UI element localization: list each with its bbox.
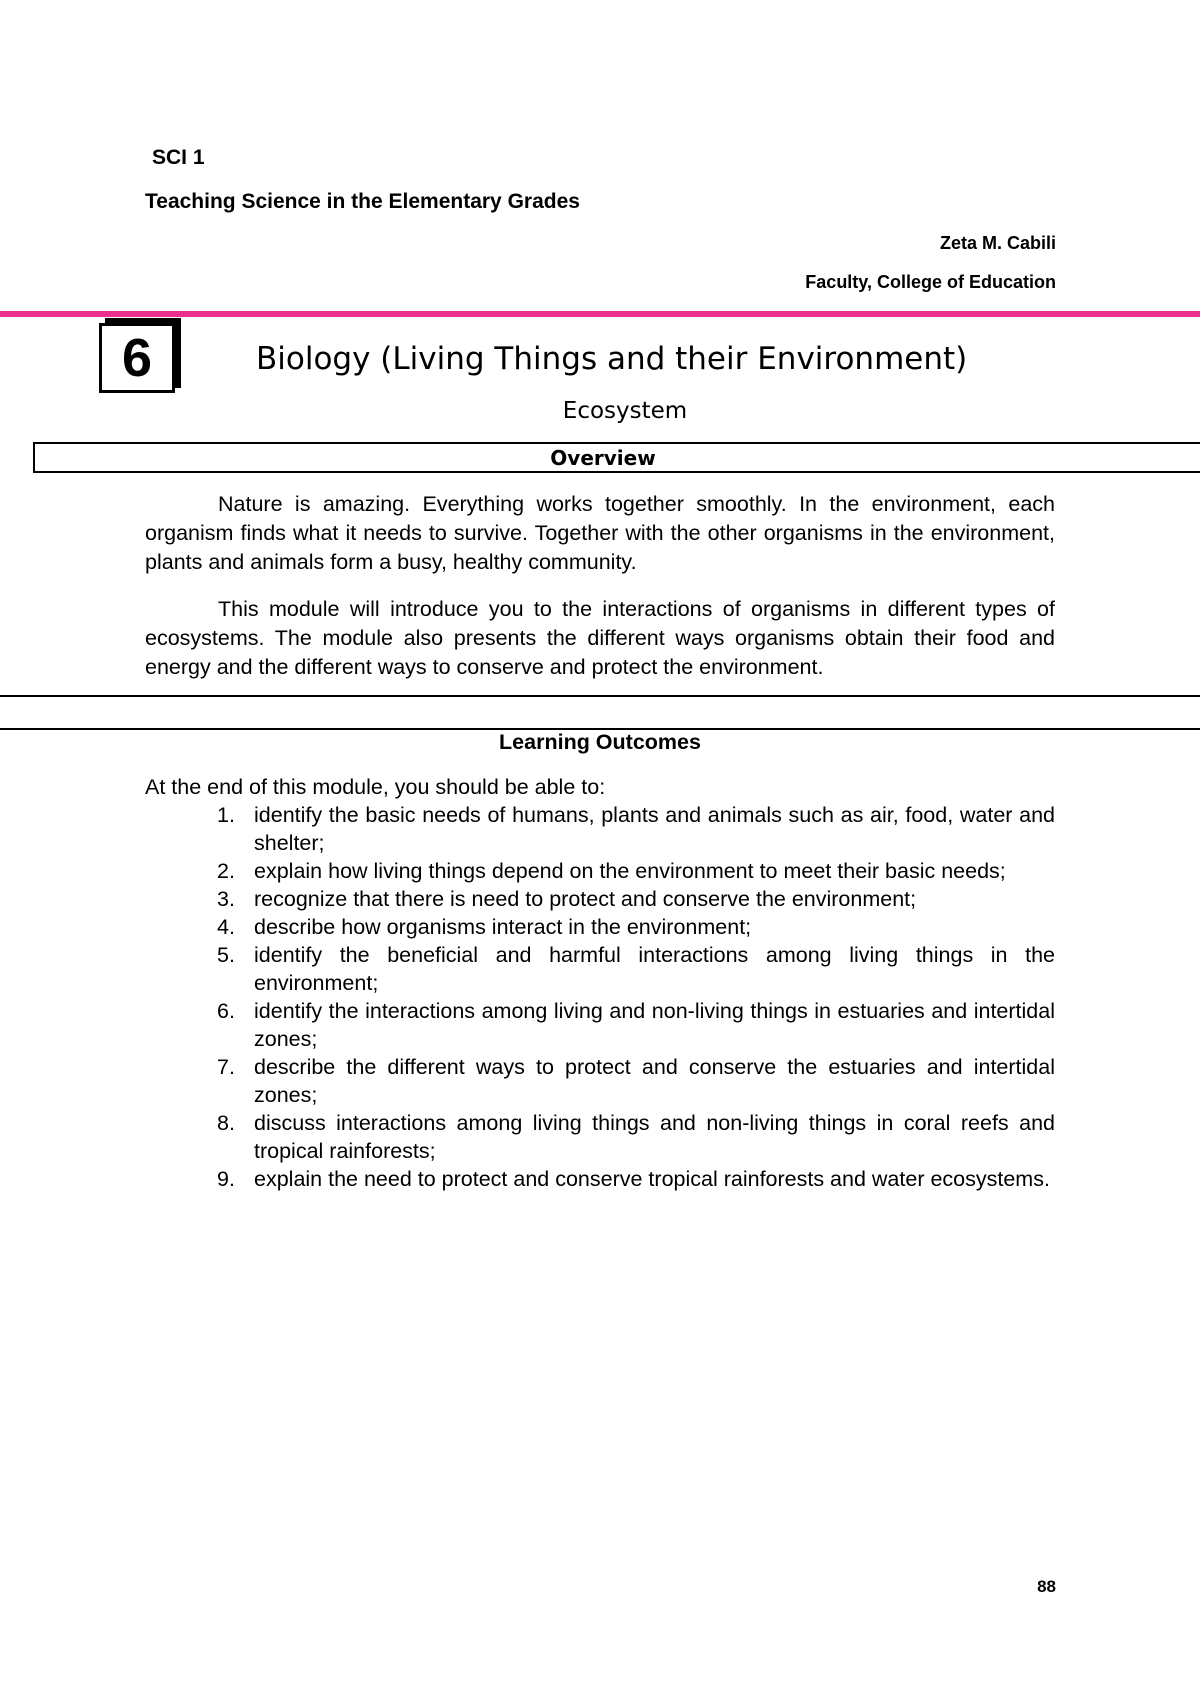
- list-item: [145, 941, 1055, 997]
- module-title: Biology (Living Things and their Environment): [256, 341, 968, 377]
- list-item: [145, 1165, 1055, 1193]
- author-name: Zeta M. Cabili: [939, 233, 1056, 253]
- header-divider: [0, 311, 1200, 317]
- learning-outcomes-intro: At the end of this module, you should be able to:: [145, 775, 606, 799]
- overview-paragraph: This module will introduce you to the interactions of organisms in different types of ecosystems. The module also presents the different ways organisms obtain their food and energy and the different ways to conserve and protect the environment.: [145, 597, 1055, 679]
- list-item-number: 4.: [217, 915, 235, 939]
- list-item-text: describe how organisms interact in the environment;: [254, 915, 752, 939]
- list-item-number: 8.: [217, 1111, 235, 1135]
- overview-heading-bar: [33, 442, 1200, 473]
- page-number: 88: [1037, 1577, 1056, 1596]
- list-item-text: identify the basic needs of humans, plants and animals such as air, food, water and shelter;: [254, 803, 1055, 855]
- list-item-text: recognize that there is need to protect and conserve the environment;: [254, 887, 917, 911]
- list-item-number: 9.: [217, 1167, 235, 1191]
- section-divider: [0, 695, 1200, 697]
- overview-heading: Overview: [550, 446, 656, 470]
- list-item-number: 3.: [217, 887, 235, 911]
- list-item-number: 5.: [217, 943, 235, 967]
- list-item: [145, 857, 1055, 885]
- list-item: [145, 913, 1055, 941]
- course-code: SCI 1: [152, 146, 205, 169]
- list-item-text: discuss interactions among living things and non-living things in coral reefs and tropical rainforests;: [254, 1111, 1055, 1163]
- list-item-text: explain the need to protect and conserve tropical rainforests and water ecosystems.: [254, 1167, 1050, 1191]
- module-number-badge: 6: [99, 323, 175, 393]
- list-item-number: 6.: [217, 999, 235, 1023]
- list-item-number: 1.: [217, 803, 235, 827]
- author-affiliation: Faculty, College of Education: [805, 272, 1056, 292]
- module-subtitle: Ecosystem: [562, 398, 688, 424]
- list-item: [145, 1109, 1055, 1165]
- overview-paragraph: Nature is amazing. Everything works together smoothly. In the environment, each organism finds what it needs to survive. Together with the other organisms in the environment, plants and animals form a busy, healthy community.: [145, 492, 1055, 574]
- course-title: Teaching Science in the Elementary Grades: [145, 190, 580, 213]
- learning-outcomes-heading: Learning Outcomes: [499, 730, 701, 754]
- list-item-text: identify the interactions among living and non-living things in estuaries and intertidal zones;: [254, 999, 1055, 1051]
- list-item: [145, 885, 1055, 913]
- list-item-text: explain how living things depend on the environment to meet their basic needs;: [254, 859, 1006, 883]
- list-item-number: 7.: [217, 1055, 235, 1079]
- list-item-text: describe the different ways to protect and conserve the estuaries and intertidal zones;: [254, 1055, 1055, 1107]
- list-item: [145, 801, 1055, 857]
- list-item: [145, 1053, 1055, 1109]
- list-item-number: 2.: [217, 859, 235, 883]
- list-item: [145, 997, 1055, 1053]
- learning-outcomes-list: [145, 801, 1055, 1193]
- list-item-text: identify the beneficial and harmful interactions among living things in the environment;: [254, 943, 1055, 995]
